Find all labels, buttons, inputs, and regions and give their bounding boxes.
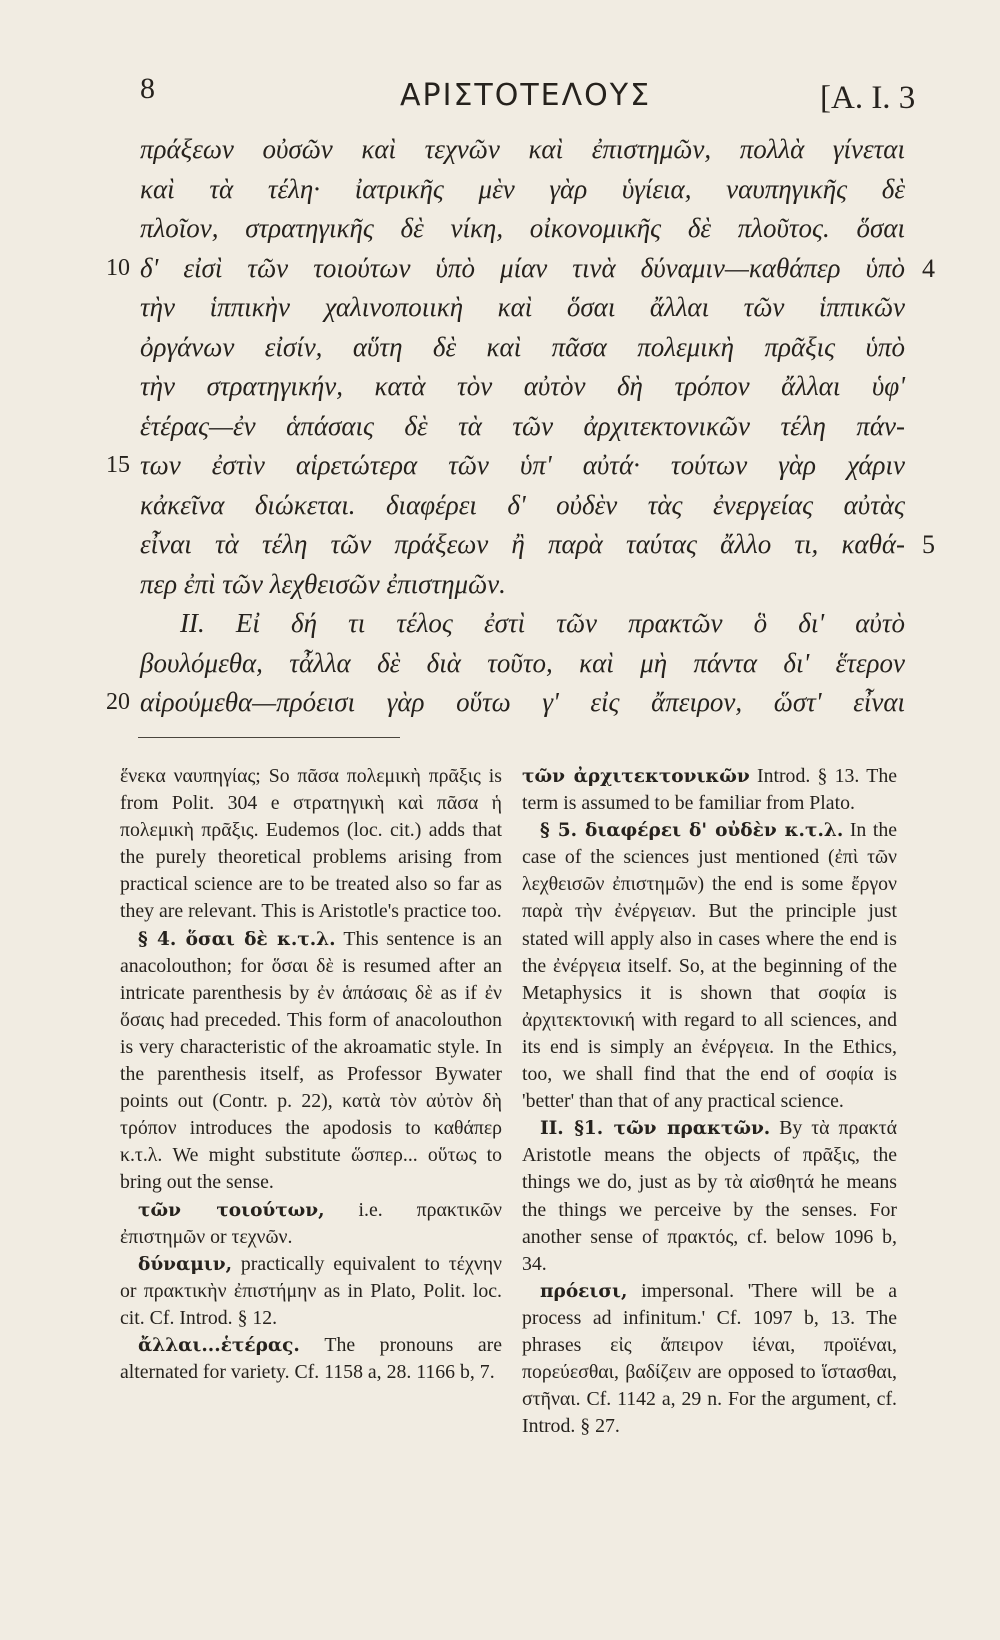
greek-line-text: ἑτέρας—ἐν ἁπάσαις δὲ τὰ τῶν ἀρχιτεκτονικῶν τέλη πάν- bbox=[140, 410, 905, 441]
commentary-note bbox=[522, 763, 897, 817]
greek-line-text: πράξεων οὐσῶν καὶ τεχνῶν καὶ ἐπιστημῶν, πολλὰ γίνεται bbox=[140, 134, 905, 164]
note-lemma: II. §1. τῶν πρακτῶν. bbox=[540, 1118, 771, 1140]
note-text: Introd. § 13. The term is assumed to be familiar from Plato. bbox=[522, 765, 897, 815]
note-text: practically equivalent to τέχνην or πρακτικὴν ἐπιστήμην as in Plato, Polit. loc. cit. Cf. Introd. § 12. bbox=[120, 1252, 502, 1329]
greek-line-text: τὴν στρατηγικήν, κατὰ τὸν αὐτὸν δὴ τρόπον ἄλλαι ὑφ' bbox=[140, 371, 905, 401]
commentary-note bbox=[120, 1251, 502, 1332]
greek-line-text: των ἐστὶν αἱρετώτερα τῶν ὑπ' αὐτά· τούτων γὰρ χάριν bbox=[140, 450, 905, 480]
note-lemma: ἄλλαι...ἑτέρας. bbox=[138, 1334, 300, 1356]
greek-line bbox=[140, 328, 905, 368]
greek-line-text: πλοῖον, στρατηγικῆς δὲ νίκη, οἰκονομικῆς δὲ πλοῦτος. ὅσαι bbox=[140, 213, 905, 243]
commentary-note bbox=[522, 817, 897, 1115]
note-lemma: δύναμιν, bbox=[138, 1253, 233, 1275]
greek-line bbox=[140, 367, 905, 407]
greek-line bbox=[140, 170, 905, 210]
note-text: This sentence is an anacolouthon; for ὅσαι δὲ is resumed after an intricate parenthesis by ἐν ἁπάσαις δὲ as if ἐν ὅσαις had preceded. This form of anacolouthon is very characteristic of the akroamatic style. In the parenthesis itself, as Professor Bywater points out (Contr. p. 22), κατὰ τὸν αὐτὸν δὴ τρόπον introduces the apodosis to καθάπερ κ.τ.λ. We might substitute ὥσπερ... οὕτως to bring out the sense. bbox=[120, 927, 502, 1194]
greek-line bbox=[140, 288, 905, 328]
section-marker: 5 bbox=[922, 530, 935, 559]
greek-main-text bbox=[106, 130, 935, 723]
running-title: ΑΡΙΣΤΟΤΕΛΟΥΣ bbox=[400, 78, 652, 113]
greek-line bbox=[106, 446, 905, 486]
greek-line-text: δ' εἰσὶ τῶν τοιούτων ὑπὸ μίαν τινὰ δύναμιν—καθάπερ ὑπὸ bbox=[140, 252, 905, 283]
note-lemma: πρόεισι, bbox=[540, 1280, 628, 1302]
section-reference: [A. I. 3 bbox=[820, 80, 916, 116]
note-lemma: τῶν τοιούτων, bbox=[138, 1199, 325, 1221]
line-number: 20 bbox=[106, 689, 130, 715]
greek-line bbox=[140, 525, 905, 565]
page-header bbox=[0, 72, 1000, 122]
greek-line-text: περ ἐπὶ τῶν λεχθεισῶν ἐπιστημῶν. bbox=[140, 568, 506, 599]
commentary-left-column bbox=[120, 763, 502, 1386]
greek-line-text: τὴν ἱππικὴν χαλινοποιικὴ καὶ ὅσαι ἄλλαι τῶν ἱππικῶν bbox=[140, 292, 905, 322]
section-marker: 4 bbox=[922, 253, 935, 283]
greek-line-text: αἱρούμεθα—πρόεισι γὰρ οὕτω γ' εἰς ἄπειρον, ὥστ' εἶναι bbox=[140, 687, 905, 717]
note-lemma: τῶν ἀρχιτεκτονικῶν bbox=[522, 766, 750, 787]
commentary-note bbox=[522, 1115, 897, 1278]
note-text: By τὰ πρακτά Aristotle means the objects of πρᾶξις, the things we do, just as by τὰ αἰσθητά he means the things we perceive by the senses. For another sense of πρακτός, cf. below 1096 b, 34. bbox=[522, 1117, 897, 1275]
greek-line bbox=[140, 565, 905, 605]
greek-line bbox=[140, 644, 905, 684]
footnote-divider bbox=[138, 737, 400, 738]
line-number: 10 bbox=[106, 254, 130, 281]
greek-line bbox=[140, 130, 905, 170]
commentary-note bbox=[120, 1197, 502, 1251]
greek-line-text: κἀκεῖνα διώκεται. διαφέρει δ' οὐδὲν τὰς ἐνεργείας αὐτὰς bbox=[140, 489, 905, 520]
greek-line bbox=[140, 407, 905, 447]
note-lemma: § 4. ὅσαι δὲ κ.τ.λ. bbox=[138, 928, 336, 950]
note-text: impersonal. 'There will be a process ad infinitum.' Cf. 1097 b, 13. The phrases εἰς ἄπειρον ἰέναι, προϊέναι, πορεύεσθαι, βαδίζειν are opposed to ἵστασθαι, στῆναι. Cf. 1142 a, 29 n. For the argument, cf. Introd. § 27. bbox=[522, 1279, 897, 1438]
greek-line bbox=[106, 683, 905, 723]
commentary-right-column bbox=[522, 763, 897, 1440]
line-number: 15 bbox=[106, 452, 130, 478]
greek-line-text: καὶ τὰ τέλη· ἰατρικῆς μὲν γὰρ ὑγίεια, ναυπηγικῆς δὲ bbox=[140, 173, 905, 204]
commentary-note bbox=[120, 926, 502, 1197]
commentary-note: ἕνεκα ναυπηγίας; So πᾶσα πολεμικὴ πρᾶξις is from Polit. 304 e στρατηγικὴ καὶ πᾶσα ἡ πολεμικὴ πρᾶξις. Eudemos (loc. cit.) adds that the purely theoretical problems arising from practical science are to be treated also so far as they are relevant. This is Aristotle's practice too. bbox=[120, 765, 502, 923]
greek-line-text: II. Εἰ δή τι τέλος ἐστὶ τῶν πρακτῶν ὃ δι' αὐτὸ bbox=[180, 608, 905, 638]
greek-line bbox=[140, 604, 905, 644]
note-text: i.e. πρακτικῶν ἐπιστημῶν or τεχνῶν. bbox=[120, 1198, 502, 1248]
note-lemma: § 5. διαφέρει δ' οὐδὲν κ.τ.λ. bbox=[540, 820, 844, 842]
page-number: 8 bbox=[140, 72, 155, 105]
note-text: The pronouns are alternated for variety. Cf. 1158 a, 28. 1166 b, 7. bbox=[120, 1333, 502, 1384]
greek-line-text: ὀργάνων εἰσίν, αὕτη δὲ καὶ πᾶσα πολεμικὴ πρᾶξις ὑπὸ bbox=[140, 331, 905, 362]
note-text: In the case of the sciences just mentioned (ἐπὶ τῶν λεχθεισῶν ἐπιστημῶν) the end is some ἔργον παρὰ τὴν ἐνέργειαν. But the principle just stated will apply also in cases where the end is the ἐνέργεια itself. So, at the beginning of the Metaphysics it is shown that σοφία is ἀρχιτεκτονική with regard to all sciences, and its end is simply an ἐνέργεια. In the Ethics, too, we shall find that the end of σοφία is 'better' than that of any practical science. bbox=[522, 819, 897, 1113]
greek-line bbox=[106, 249, 905, 289]
greek-line-text: εἶναι τὰ τέλη τῶν πράξεων ἢ παρὰ ταύτας ἄλλο τι, καθά- bbox=[140, 529, 905, 559]
greek-line-text: βουλόμεθα, τἆλλα δὲ διὰ τοῦτο, καὶ μὴ πάντα δι' ἕτερον bbox=[140, 647, 905, 678]
commentary-note bbox=[120, 1332, 502, 1386]
commentary-note bbox=[522, 1278, 897, 1441]
